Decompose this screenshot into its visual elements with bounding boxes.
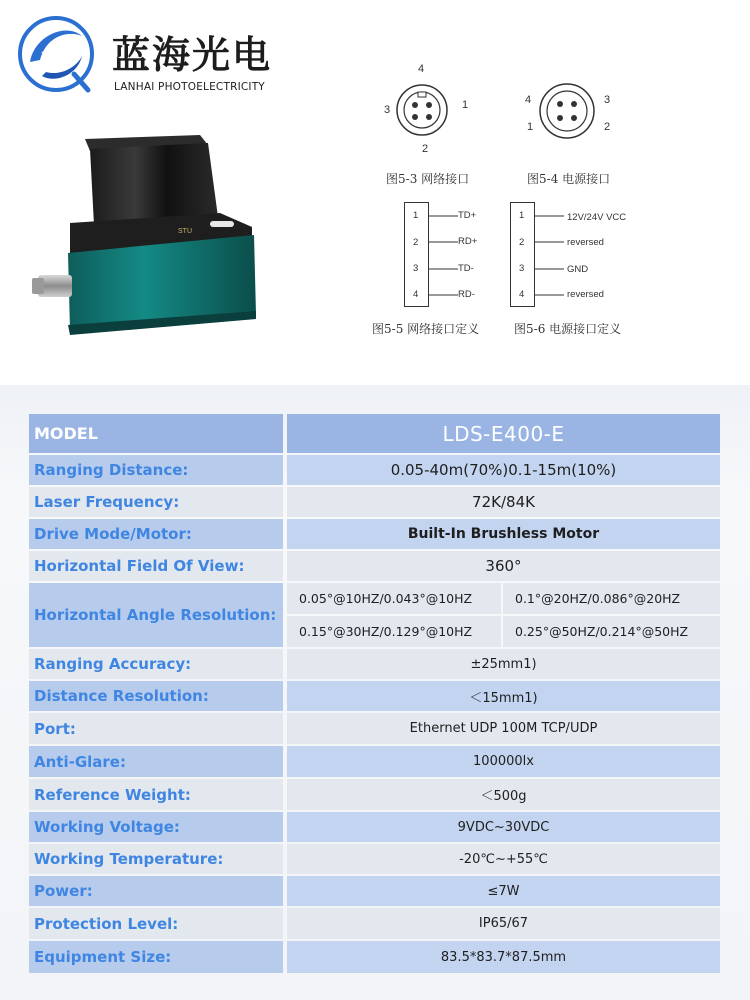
network-pin-2: 2: [422, 143, 429, 155]
spec-row-distance-resolution: [29, 681, 720, 711]
spec-value: 0.05-40m(70%)0.1-15m(10%): [287, 455, 720, 485]
network-def-caption: 图5-5 网络接口定义: [372, 322, 480, 336]
network-def-signal-1: TD+: [458, 210, 477, 221]
spec-value: ≤7W: [287, 876, 720, 906]
spec-label: Protection Level:: [29, 908, 283, 939]
power-def-num-1: 1: [519, 210, 525, 221]
network-def-num-2: 2: [413, 237, 419, 248]
power-pin-1: 1: [527, 121, 534, 133]
power-pin-leads: [534, 202, 564, 308]
brand-name-en: LANHAI PHOTOELECTRICITY: [114, 81, 265, 93]
network-def-signal-4: RD-: [458, 289, 475, 300]
power-def-signal-4: reversed: [567, 289, 604, 300]
power-def-signal-1: 12V/24V VCC: [567, 212, 627, 223]
brand-logo: [16, 14, 276, 94]
spec-row-port: [29, 713, 720, 744]
network-def-num-4: 4: [413, 289, 419, 300]
spec-header-row: [29, 414, 720, 453]
spec-subvalue: 0.05°@10HZ/0.043°@10HZ: [287, 583, 501, 614]
network-def-num-3: 3: [413, 263, 419, 274]
spec-header-label: MODEL: [29, 414, 283, 453]
network-def-signal-3: TD-: [458, 263, 474, 274]
spec-row-ranging-distance: [29, 455, 720, 485]
network-def-num-1: 1: [413, 210, 419, 221]
spec-label: Horizontal Field Of View:: [29, 551, 283, 581]
spec-label: Port:: [29, 713, 283, 744]
power-def-num-2: 2: [519, 237, 525, 248]
spec-value: ±25mm1): [287, 649, 720, 679]
spec-value: 360°: [287, 551, 720, 581]
spec-row-power: [29, 876, 720, 906]
power-pin-3: 3: [604, 94, 611, 106]
spec-row-protection-level: [29, 908, 720, 939]
spec-row-drive-mode: [29, 519, 720, 549]
spec-value: -20℃~+55℃: [287, 844, 720, 874]
network-pin-4: 4: [418, 63, 425, 75]
spec-row-equipment-size: [29, 941, 720, 973]
spec-label: Equipment Size:: [29, 941, 283, 973]
network-connector-diagram: [392, 80, 452, 140]
spec-label: Ranging Distance:: [29, 455, 283, 485]
spec-header-value: LDS-E400-E: [287, 414, 720, 453]
power-def-num-4: 4: [519, 289, 525, 300]
logo-emblem-icon: [16, 14, 96, 94]
spec-value: ＜15mm1): [287, 681, 720, 711]
power-def-caption: 图5-6 电源接口定义: [514, 322, 622, 336]
spec-value: 100000lx: [287, 746, 720, 777]
brand-name-cn: 蓝海光电: [112, 33, 273, 77]
power-def-signal-3: GND: [567, 264, 589, 275]
network-def-signal-2: RD+: [458, 236, 478, 247]
spec-label: Anti-Glare:: [29, 746, 283, 777]
spec-row-anti-glare: [29, 746, 720, 777]
spec-value: 72K/84K: [287, 487, 720, 517]
spec-label: Drive Mode/Motor:: [29, 519, 283, 549]
power-def-num-3: 3: [519, 263, 525, 274]
spec-label: Reference Weight:: [29, 779, 283, 810]
spec-value: Built-In Brushless Motor: [287, 519, 720, 549]
network-pin-leads: [428, 202, 458, 308]
spec-row-field-of-view: [29, 551, 720, 581]
spec-label: Laser Frequency:: [29, 487, 283, 517]
power-connector-diagram: [535, 80, 599, 142]
spec-value: 83.5*83.7*87.5mm: [287, 941, 720, 973]
spec-label: Power:: [29, 876, 283, 906]
spec-value: 9VDC~30VDC: [287, 812, 720, 842]
spec-subvalue: 0.15°@30HZ/0.129°@10HZ: [287, 616, 501, 647]
spec-row-working-temperature: [29, 844, 720, 874]
spec-value: IP65/67: [287, 908, 720, 939]
device-label-text: STU: [178, 228, 192, 235]
network-pin-3: 3: [384, 104, 391, 116]
lidar-device-image: [30, 125, 270, 340]
power-pin-4: 4: [525, 94, 532, 106]
product-header-area: [0, 0, 750, 385]
spec-value: Ethernet UDP 100M TCP/UDP: [287, 713, 720, 744]
spec-label: Distance Resolution:: [29, 681, 283, 711]
spec-row-angle-resolution: [29, 583, 720, 647]
spec-table: [29, 414, 720, 973]
spec-row-reference-weight: [29, 779, 720, 810]
spec-subvalue: 0.1°@20HZ/0.086°@20HZ: [503, 583, 720, 614]
spec-row-laser-frequency: [29, 487, 720, 517]
spec-subvalue: 0.25°@50HZ/0.214°@50HZ: [503, 616, 720, 647]
network-connector-caption: 图5-3 网络接口: [386, 172, 470, 186]
power-def-signal-2: reversed: [567, 237, 604, 248]
spec-label: Working Voltage:: [29, 812, 283, 842]
spec-row-working-voltage: [29, 812, 720, 842]
spec-row-ranging-accuracy: [29, 649, 720, 679]
spec-label: Ranging Accuracy:: [29, 649, 283, 679]
power-pin-2: 2: [604, 121, 611, 133]
spec-value: ＜500g: [287, 779, 720, 810]
power-connector-caption: 图5-4 电源接口: [527, 172, 611, 186]
spec-label: Working Temperature:: [29, 844, 283, 874]
network-pin-1: 1: [462, 99, 469, 111]
spec-label: Horizontal Angle Resolution:: [29, 583, 283, 647]
